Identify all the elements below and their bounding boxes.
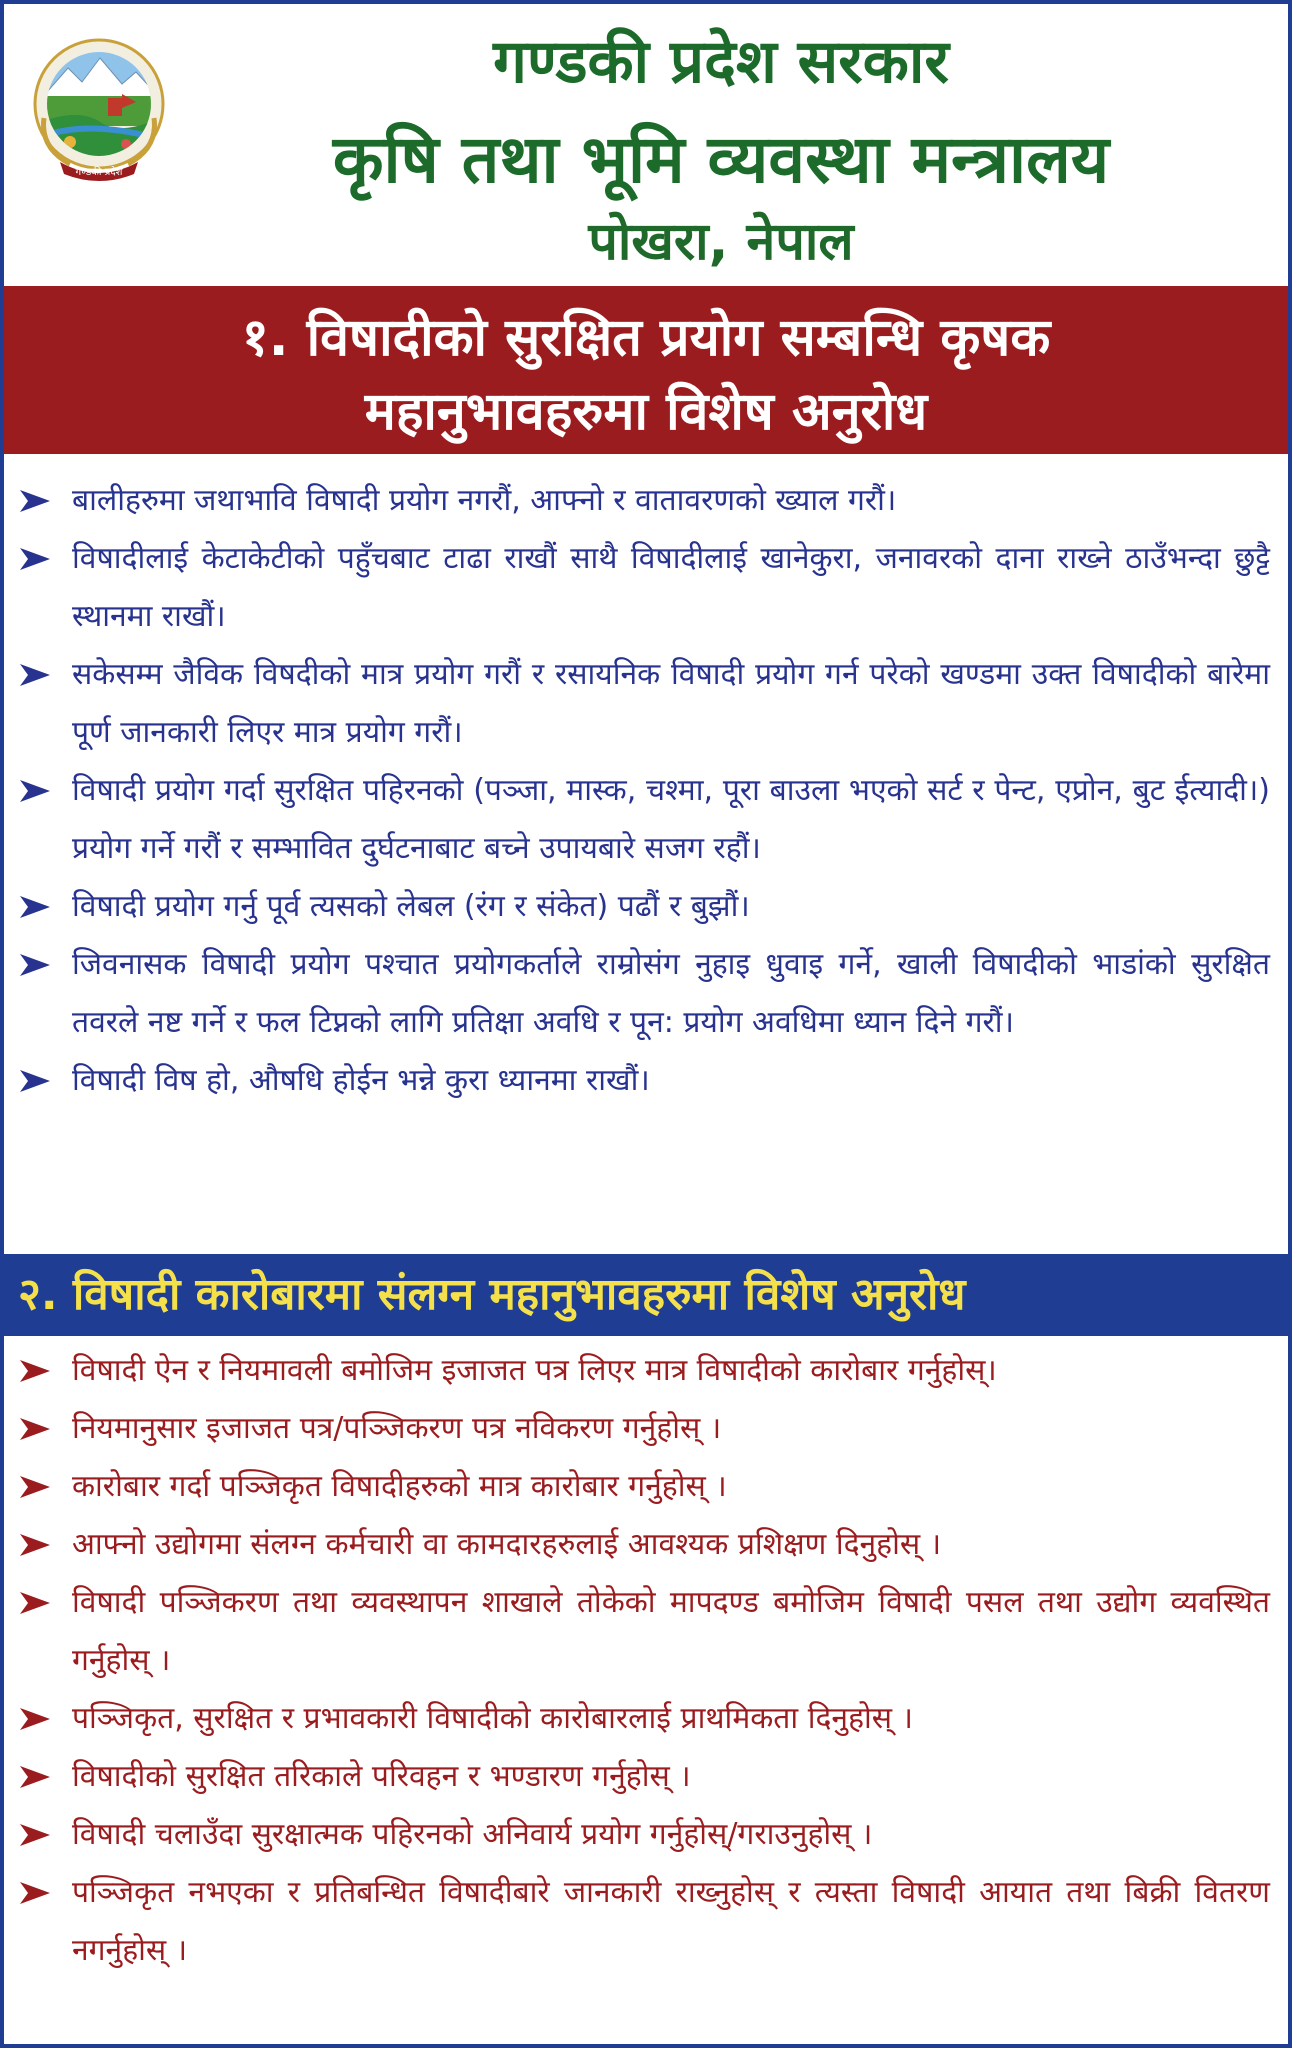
arrowhead-bullet-icon [16, 878, 56, 936]
section1-heading-banner [4, 286, 1288, 454]
list-item-text: आफ्नो उद्योगमा संलग्न कर्मचारी वा कामदारहरुलाई आवश्यक प्रशिक्षण दिनुहोस् । [72, 1527, 942, 1562]
list-item [4, 1748, 1288, 1806]
arrowhead-bullet-icon [16, 1052, 56, 1110]
list-item-text: सकेसम्म जैविक विषदीको मात्र प्रयोग गरौं र रसायनिक विषादी प्रयोग गर्न परेको खण्डमा उक्त विषादीको बारेमा पूर्ण जानकारी लिएर मात्र प्रयोग गरौं। [72, 657, 1270, 750]
section2-heading-banner: २. विषादी कारोबारमा संलग्न महानुभावहरुमा विशेष अनुरोध [4, 1254, 1288, 1336]
list-item-text: विषादी चलाउँदा सुरक्षात्मक पहिरनको अनिवार्य प्रयोग गर्नुहोस्/गराउनुहोस् । [72, 1817, 873, 1852]
list-item [4, 1690, 1288, 1748]
location-title: पोखरा, नेपाल [588, 212, 854, 272]
list-item [4, 1516, 1288, 1574]
list-item-text: नियमानुसार इजाजत पत्र/पञ्जिकरण पत्र नविकरण गर्नुहोस् । [72, 1411, 722, 1446]
arrowhead-bullet-icon [16, 1748, 56, 1806]
arrowhead-bullet-icon [16, 936, 56, 994]
list-item-text: विषादीको सुरक्षित तरिकाले परिवहन र भण्डारण गर्नुहोस् । [72, 1759, 691, 1794]
section1-heading-line2: महानुभावहरुमा विशेष अनुरोध [364, 382, 928, 442]
list-item [4, 1806, 1288, 1864]
list-item [4, 646, 1288, 762]
section1-heading-line1: १. विषादीको सुरक्षित प्रयोग सम्बन्धि कृषक [241, 308, 1051, 368]
arrowhead-bullet-icon [16, 1574, 56, 1632]
header [4, 4, 1288, 280]
list-item-text: पञ्जिकृत, सुरक्षित र प्रभावकारी विषादीको कारोबारलाई प्राथमिकता दिनुहोस् । [72, 1701, 913, 1736]
arrowhead-bullet-icon [16, 646, 56, 704]
list-item-text: पञ्जिकृत नभएका र प्रतिबन्धित विषादीबारे जानकारी राख्नुहोस् र त्यस्ता विषादी आयात तथा बिक्री वितरण नगर्नुहोस् । [72, 1875, 1270, 1968]
list-item-text: बालीहरुमा जथाभावि विषादी प्रयोग नगरौं, आफ्नो र वातावरणको ख्याल गरौं। [72, 483, 897, 518]
list-item [4, 1052, 1288, 1110]
list-item-text: विषादी ऐन र नियमावली बमोजिम इजाजत पत्र लिएर मात्र विषादीको कारोबार गर्नुहोस्। [72, 1353, 997, 1388]
list-item [4, 1342, 1288, 1400]
emblem-text: गण्डकी प्रदेश [75, 167, 123, 178]
arrowhead-bullet-icon [16, 472, 56, 530]
list-item [4, 472, 1288, 530]
arrowhead-bullet-icon [16, 1342, 56, 1400]
arrowhead-bullet-icon [16, 762, 56, 820]
list-item [4, 1400, 1288, 1458]
arrowhead-bullet-icon [16, 1400, 56, 1458]
list-item [4, 1458, 1288, 1516]
arrowhead-bullet-icon [16, 1458, 56, 1516]
arrowhead-bullet-icon [16, 1516, 56, 1574]
list-item [4, 762, 1288, 878]
list-item-text: विषादी विष हो, औषधि होईन भन्ने कुरा ध्यानमा राखौं। [72, 1063, 650, 1098]
list-item-text: विषादी प्रयोग गर्नु पूर्व त्यसको लेबल (रंग र संकेत) पढौं र बुझौं। [72, 889, 750, 924]
list-item-text: कारोबार गर्दा पञ्जिकृत विषादीहरुको मात्र कारोबार गर्नुहोस् । [72, 1469, 727, 1504]
list-item-text: जिवनासक विषादी प्रयोग पश्चात प्रयोगकर्ताले राम्रोसंग नुहाइ धुवाइ गर्ने, खाली विषादीको भाडांको सुरक्षित तवरले नष्ट गर्ने र फल टिप्नको लागि प्रतिक्षा अवधि र पून: प्रयोग अवधिमा ध्यान दिने गरौं। [72, 947, 1270, 1040]
government-title: गण्डकी प्रदेश सरकार [493, 27, 949, 97]
list-item [4, 1864, 1288, 1980]
gandaki-province-emblem-icon [30, 38, 168, 182]
list-item-text: विषादी प्रयोग गर्दा सुरक्षित पहिरनको (पञ्जा, मास्क, चश्मा, पूरा बाउला भएको सर्ट र पेन्ट, एप्रोन, बुट ईत्यादी।) प्रयोग गर्ने गरौं र सम्भावित दुर्घटनाबाट बच्ने उपायबारे सजग रहौं। [72, 773, 1270, 866]
arrowhead-bullet-icon [16, 1690, 56, 1748]
list-item [4, 936, 1288, 1052]
list-item-text: विषादी पञ्जिकरण तथा व्यवस्थापन शाखाले तोकेको मापदण्ड बमोजिम विषादी पसल तथा उद्योग व्यवस्थित गर्नुहोस् । [72, 1585, 1270, 1678]
arrowhead-bullet-icon [16, 530, 56, 588]
arrowhead-bullet-icon [16, 1806, 56, 1864]
ministry-title: कृषि तथा भूमि व्यवस्था मन्त्रालय [332, 121, 1110, 198]
list-item-text: विषादीलाई केटाकेटीको पहुँचबाट टाढा राखौं साथै विषादीलाई खानेकुरा, जनावरको दाना राख्ने ठाउँभन्दा छुट्टै स्थानमा राखौं। [72, 541, 1270, 634]
section2-list [4, 1342, 1288, 1980]
list-item [4, 530, 1288, 646]
section1-list [4, 472, 1288, 1110]
list-item [4, 1574, 1288, 1690]
arrowhead-bullet-icon [16, 1864, 56, 1922]
list-item [4, 878, 1288, 936]
